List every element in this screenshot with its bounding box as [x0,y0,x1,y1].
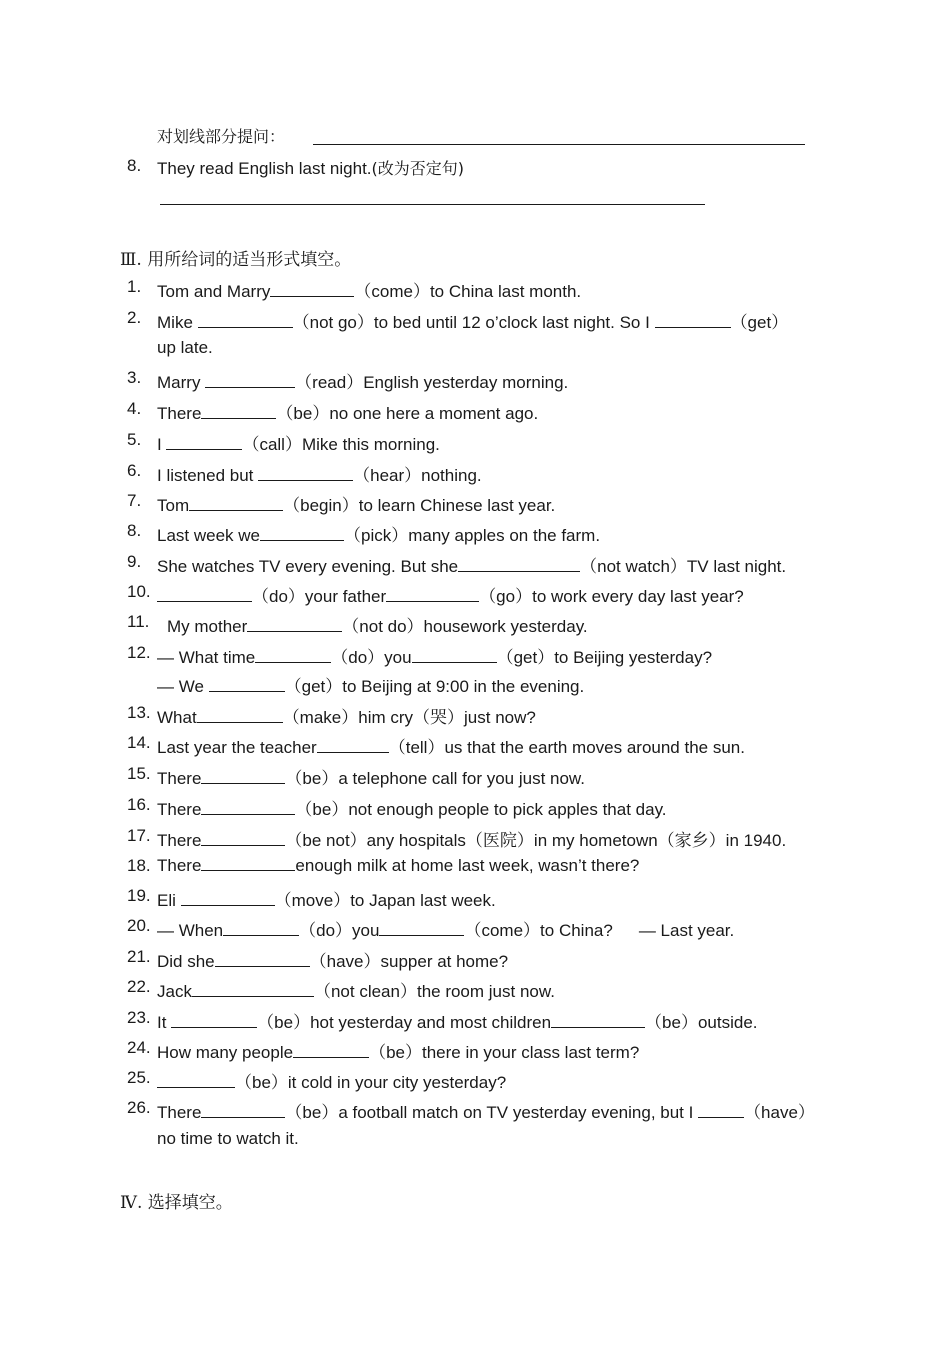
exercise-text: There [157,800,202,819]
answer-line-7[interactable] [313,144,805,145]
answer-blank[interactable] [223,921,299,936]
exercise-text: Last year the teacher [157,738,317,757]
exercise-line [157,977,555,1002]
item-number: 3. [127,368,142,387]
exercise-line [157,368,568,393]
item-number: 15. [127,764,151,783]
exercise-line [157,703,536,728]
exercise-text: （hear）nothing. [353,466,482,485]
item-number: 21. [127,947,151,966]
exercise-text: （be）not enough people to pick apples that day. [295,800,667,819]
exercise-text: What [157,708,197,727]
exercise-line [157,338,213,358]
exercise-line [157,308,788,333]
answer-blank[interactable] [157,587,252,602]
item-number: 24. [127,1038,151,1057]
item-number: 2. [127,308,142,327]
exercise-text: （be）outside. [645,1013,758,1032]
exercise-text: （tell）us that the earth moves around the sun. [388,738,745,757]
item-number: 1. [127,277,142,296]
answer-blank[interactable] [260,526,344,541]
exercise-text: （be）it cold in your city yesterday? [235,1073,507,1092]
exercise-text: I listened but [157,466,259,485]
exercise-text: no time to watch it. [157,1129,299,1148]
exercise-text: （have） [744,1103,815,1122]
exercise-line [157,826,786,851]
exercise-text: （read）English yesterday morning. [295,373,569,392]
exercise-line [157,461,482,486]
answer-blank[interactable] [197,708,283,723]
answer-blank[interactable] [386,587,479,602]
item-number: 8. [127,521,142,540]
exercise-text: （come）to China? [464,921,613,940]
exercise-text: Mike [157,313,198,332]
item-number: 16. [127,795,151,814]
item-number: 13. [127,703,151,722]
exercise-text: （come）to China last month. [354,282,582,301]
exercise-text: （get）to Beijing yesterday? [496,648,713,667]
answer-blank[interactable] [201,1103,285,1118]
exercise-text: （do）you [331,648,412,667]
exercise-line [157,430,440,455]
exercise-text: （not clean）the room just now. [313,982,555,1001]
answer-blank[interactable] [255,648,331,663]
section-3-title: Ⅲ. 用所给词的适当形式填空。 [120,250,352,270]
exercise-line [157,1129,299,1149]
answer-blank[interactable] [209,677,285,692]
exercise-line [157,399,538,424]
exercise-text: （do）your father [252,587,387,606]
item-number: 18. [127,856,151,875]
answer-blank[interactable] [458,557,580,572]
item-number: 9. [127,552,142,571]
exercise-text: Jack [157,982,192,1001]
exercise-text: enough milk at home last week, wasn’t there? [295,856,640,875]
answer-blank[interactable] [205,373,295,388]
exercise-text: Eli [157,891,181,910]
exercise-text: There [157,404,202,423]
exercise-text: （call）Mike this morning. [242,435,440,454]
item-number: 10. [127,582,151,601]
exercise-text: （not do）housework yesterday. [342,617,588,636]
exercise-text: （have）supper at home? [309,952,509,971]
exercise-line [157,1038,639,1063]
exercise-line [157,672,584,697]
exercise-text: I [157,435,167,454]
answer-blank[interactable] [192,982,314,997]
answer-blank[interactable] [181,891,275,906]
section-4-title: Ⅳ. 选择填空。 [120,1193,233,1213]
exercise-text: There [157,769,202,788]
exercise-text: （not go）to bed until 12 o’clock last night. So I [292,313,655,332]
ask-label: 对划线部分提问： [157,127,286,146]
exercise-line [157,733,745,758]
exercise-line [157,916,734,941]
exercise-line [157,521,600,546]
exercise-line [157,277,581,302]
answer-blank[interactable] [201,831,285,846]
exercise-text: Last week we [157,526,260,545]
exercise-text: （get）to Beijing at 9:00 in the evening. [284,677,585,696]
answer-blank[interactable] [157,1073,235,1088]
exercise-line [157,795,667,820]
exercise-text: （be）a telephone call for you just now. [285,769,585,788]
answer-blank[interactable] [201,856,295,871]
item-number: 26. [127,1098,151,1117]
answer-blank[interactable] [412,648,497,663]
exercise-text: （begin）to learn Chinese last year. [283,496,556,515]
answer-blank[interactable] [201,769,285,784]
answer-blank[interactable] [258,466,353,481]
exercise-line [157,764,585,789]
exercise-text: （be）hot yesterday and most children [257,1013,552,1032]
exercise-text: （move）to Japan last week. [274,891,496,910]
exercise-line [157,947,508,972]
answer-blank[interactable] [317,738,389,753]
item-number: 23. [127,1008,151,1027]
exercise-text: （make）him cry（哭）just now? [282,708,536,727]
item-number: 4. [127,399,142,418]
exercise-line [157,552,786,577]
exercise-text: （be）there in your class last term? [369,1043,640,1062]
item-number: 8. [127,156,142,175]
answer-blank[interactable] [247,617,342,632]
answer-blank[interactable] [166,435,242,450]
exercise-line [157,1008,758,1033]
item-8-sentence: They read English last night. [157,159,372,178]
exercise-text: （go）to work every day last year? [479,587,744,606]
item-number: 6. [127,461,142,480]
exercise-text: There [157,831,202,850]
item-number: 7. [127,491,142,510]
item-number: 12. [127,643,151,662]
exercise-line [157,491,555,516]
exercise-text: （be）no one here a moment ago. [276,404,539,423]
item-number: 11. [127,612,150,631]
exercise-text: （do）you [299,921,380,940]
exercise-line [157,856,639,876]
item-number: 25. [127,1068,151,1087]
exercise-text: Did she [157,952,215,971]
exercise-text: How many people [157,1043,294,1062]
item-number: 14. [127,733,151,752]
exercise-text: up late. [157,338,213,357]
exercise-text: She watches TV every evening. But she [157,557,459,576]
exercise-text: — We [157,677,209,696]
item-8-instruction: (改为否定句) [371,159,465,178]
exercise-text: Marry [157,373,206,392]
exercise-line [157,886,496,911]
answer-blank[interactable] [201,404,276,419]
answer-blank[interactable] [215,952,310,967]
item-number: 17. [127,826,151,845]
item-8-text [157,156,464,179]
item-number: 5. [127,430,142,449]
exercise-text: It [157,1013,172,1032]
exercise-text: There [157,856,202,875]
item-number: 19. [127,886,151,905]
answer-line-8[interactable] [160,204,705,205]
exercise-text: There [157,1103,202,1122]
exercise-text: （get） [730,313,789,332]
exercise-text: Tom and Marry [157,282,271,301]
exercise-text: — What time [157,648,256,667]
exercise-text: （pick）many apples on the farm. [344,526,601,545]
item-number: 20. [127,916,151,935]
exercise-text: （be not）any hospitals（医院）in my hometown（家乡）in 1940. [285,831,787,850]
exercise-text: （be）a football match on TV yesterday evening, but I [285,1103,699,1122]
answer-blank[interactable] [198,313,293,328]
exercise-text: — When [157,921,224,940]
exercise-text: My mother [167,617,248,636]
exercise-text: （not watch）TV last night. [580,557,787,576]
exercise-text: Tom [157,496,190,515]
exercise-line [157,643,712,668]
answer-blank[interactable] [698,1103,744,1118]
answer-blank[interactable] [655,313,731,328]
answer-blank[interactable] [293,1043,369,1058]
answer-blank[interactable] [270,282,354,297]
answer-blank[interactable] [189,496,283,511]
answer-blank[interactable] [379,921,464,936]
exercise-line [157,1098,815,1123]
answer-blank[interactable] [201,800,295,815]
answer-blank[interactable] [551,1013,645,1028]
exercise-line [167,612,588,637]
item-number: 22. [127,977,151,996]
exercise-text: — Last year. [638,921,735,940]
exercise-line [157,582,744,607]
exercise-line [157,1068,506,1093]
answer-blank[interactable] [171,1013,257,1028]
